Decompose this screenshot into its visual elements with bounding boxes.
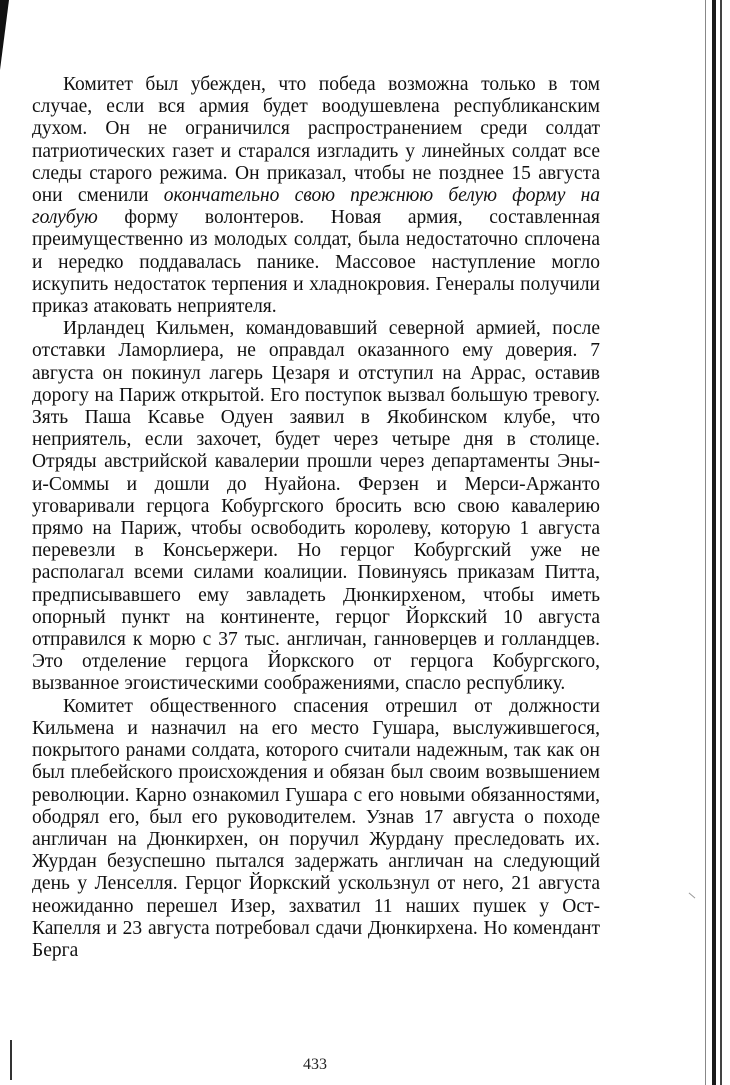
paragraph-1-after: форму волонтеров. Новая армия, составленная преимущественно из молодых солдат, была недостаточно сплочена и нередко поддавалась панике. Массовое наступление могло искупить недостаток терпения и хладнокровия. Генералы получили приказ атаковать неприятеля. xyxy=(32,207,600,318)
scan-edge-shadow xyxy=(0,0,9,70)
scan-speck xyxy=(689,893,696,899)
body-text xyxy=(32,74,600,962)
scan-right-border-thin xyxy=(720,0,722,1085)
scan-right-border xyxy=(712,0,716,1085)
paragraph-1-italic: окончательно свою прежнюю белую форму на голубую xyxy=(32,185,600,229)
paragraph-3: Комитет общественного спасения отрешил от должности Кильмена и назначил на его место Гушара, выслужившегося, покрытого ранами солдата, которого считали надежным, так как он был плебейского происхождения и обязан был своим возвышением революции. Карно ознакомил Гушара с его новыми обязанностями, ободрял его, был его руководителем. Узнав 17 августа о походе англичан на Дюнкирхен, он поручил Журдану преследовать их. Журдан безуспешно пытался задержать англичан на следующий день у Ленселля. Герцог Йоркский ускользнул от него, 21 августа неожиданно перешел Изер, захватил 11 наших пушек у Ост-Капелля и 23 августа потребовал сдачи Дюнкирхена. Но комендант Берга xyxy=(32,695,600,961)
paragraph-1 xyxy=(32,74,600,318)
paragraph-2: Ирландец Кильмен, командовавший северной армией, после отставки Ламорлиера, не оправдал оказанного ему доверия. 7 августа он покинул лагерь Цезаря и отступил на Аррас, оставив дорогу на Париж открытой. Его поступок вызвал большую тревогу. Зять Паша Ксавье Одуен заявил в Якобинском клубе, что неприятель, если захочет, будет через четыре дня в столице. Отряды австрийской кавалерии прошли через департаменты Эны-и-Соммы и дошли до Нуайона. Ферзен и Мерси-Аржанто уговаривали герцога Кобургского бросить всю свою кавалерию прямо на Париж, чтобы освободить королеву, которую 1 августа перевезли в Консьержери. Но герцог Кобургский уже не располагал всеми силами коалиции. Повинуясь приказам Питта, предписывавшего ему завладеть Дюнкирхеном, чтобы иметь опорный пункт на континенте, герцог Йоркский 10 августа отправился к морю с 37 тыс. англичан, ганноверцев и голландцев. Это отделение герцога Йоркского от герцога Кобургского, вызванное эгоистическими соображениями, спасло республику. xyxy=(32,318,600,695)
page-number: 433 xyxy=(303,1056,327,1073)
scan-right-border-faint xyxy=(705,0,706,1085)
paragraph-1-before: Комитет был убежден, что победа возможна только в том случае, если вся армия будет воодушевлена республиканским духом. Он не ограничился распространением среди солдат патриотических газет и старался изгладить у линейных солдат все следы старого режима. Он приказал, чтобы не позднее 15 августа они сменили xyxy=(32,74,600,207)
